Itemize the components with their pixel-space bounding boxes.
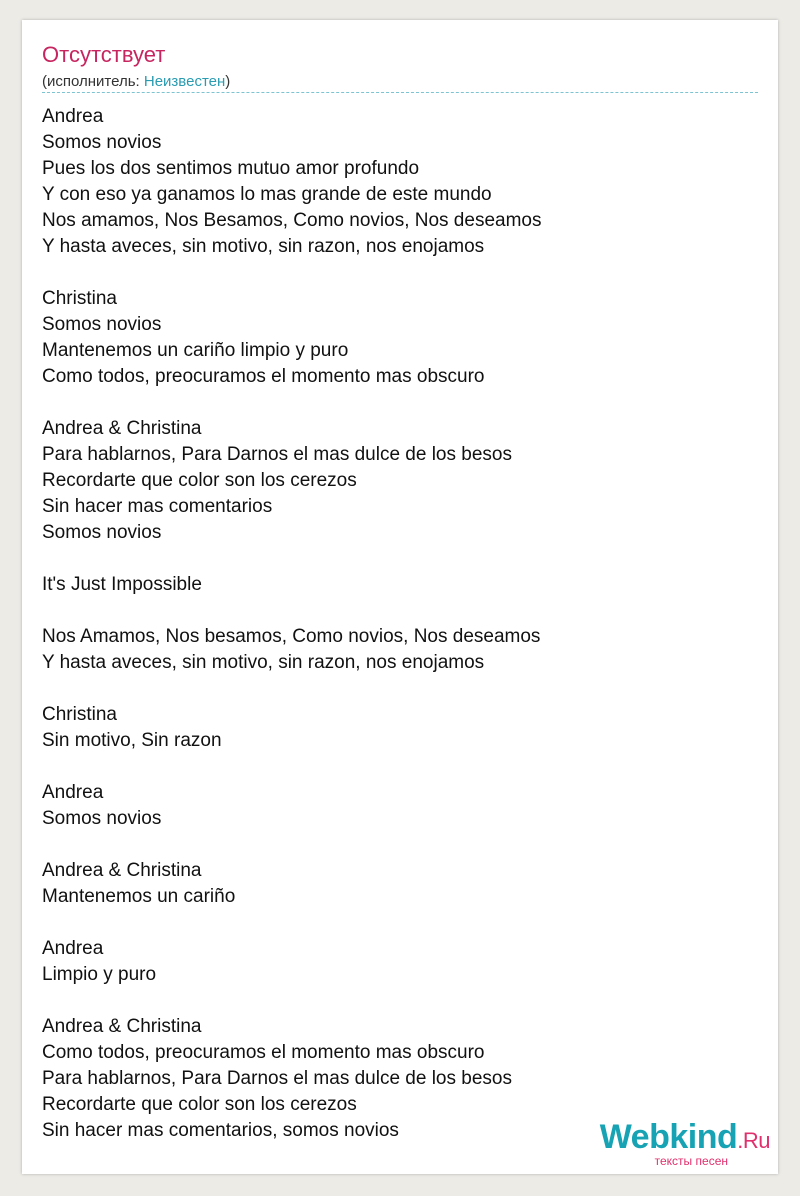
- title-divider: [42, 92, 758, 93]
- lyrics-card: [22, 20, 778, 1174]
- lyric-line: Christina: [42, 288, 117, 309]
- lyric-line: Limpio y puro: [42, 964, 157, 985]
- lyric-line: Y con eso ya ganamos lo mas grande de este mundo: [42, 184, 492, 205]
- lyric-line: [42, 754, 541, 780]
- lyric-line: Andrea & Christina: [42, 860, 202, 881]
- lyric-line: Para hablarnos, Para Darnos el mas dulce de los besos: [42, 444, 512, 465]
- lyric-line: Sin hacer mas comentarios: [42, 496, 273, 517]
- logo-brand: Webkind: [599, 1118, 738, 1156]
- song-title: Отсутствует: [42, 42, 166, 67]
- artist-link[interactable]: Неизвестен: [143, 73, 226, 90]
- artist-suffix: ): [225, 73, 231, 90]
- lyric-line: Para hablarnos, Para Darnos el mas dulce de los besos: [42, 1068, 512, 1089]
- lyric-line: [42, 598, 541, 624]
- logo-tld: .Ru: [737, 1128, 770, 1153]
- lyric-line: Andrea: [42, 106, 104, 127]
- lyric-line: Recordarte que color son los cerezos: [42, 1094, 357, 1115]
- lyric-line: [42, 390, 541, 416]
- lyric-line: [42, 676, 541, 702]
- lyric-line: It's Just Impossible: [42, 574, 202, 595]
- lyric-line: Mantenemos un cariño limpio y puro: [42, 340, 349, 361]
- lyric-line: Somos novios: [42, 132, 162, 153]
- lyric-line: Andrea & Christina: [42, 418, 202, 439]
- lyric-line: Recordarte que color son los cerezos: [42, 470, 357, 491]
- lyric-line: Mantenemos un cariño: [42, 886, 236, 907]
- lyric-line: Andrea & Christina: [42, 1016, 202, 1037]
- lyric-line: Christina: [42, 704, 117, 725]
- logo-tagline: тексты песен: [654, 1154, 728, 1168]
- lyric-line: Nos Amamos, Nos besamos, Como novios, Nos deseamos: [42, 626, 541, 647]
- lyric-line: Somos novios: [42, 808, 162, 829]
- lyric-line: [42, 546, 541, 572]
- lyric-line: Somos novios: [42, 522, 162, 543]
- lyric-line: Como todos, preocuramos el momento mas obscuro: [42, 1042, 485, 1063]
- lyric-line: Pues los dos sentimos mutuo amor profundo: [42, 158, 420, 179]
- lyric-line: Sin motivo, Sin razon: [42, 730, 222, 751]
- lyric-line: [42, 910, 541, 936]
- lyric-line: [42, 260, 541, 286]
- lyric-line: Somos novios: [42, 314, 162, 335]
- lyric-line: Como todos, preocuramos el momento mas obscuro: [42, 366, 485, 387]
- lyric-line: Sin hacer mas comentarios, somos novios: [42, 1120, 399, 1141]
- lyric-line: Andrea: [42, 782, 104, 803]
- lyric-line: Andrea: [42, 938, 104, 959]
- lyric-line: Y hasta aveces, sin motivo, sin razon, nos enojamos: [42, 652, 485, 673]
- artist-line: [42, 73, 230, 90]
- artist-prefix: (исполнитель:: [42, 73, 144, 90]
- lyric-line: [42, 832, 541, 858]
- lyric-line: Y hasta aveces, sin motivo, sin razon, nos enojamos: [42, 236, 485, 257]
- site-logo[interactable]: [600, 1120, 770, 1168]
- lyrics-text: [42, 104, 541, 1144]
- lyric-line: [42, 988, 541, 1014]
- lyric-line: Nos amamos, Nos Besamos, Como novios, Nos deseamos: [42, 210, 542, 231]
